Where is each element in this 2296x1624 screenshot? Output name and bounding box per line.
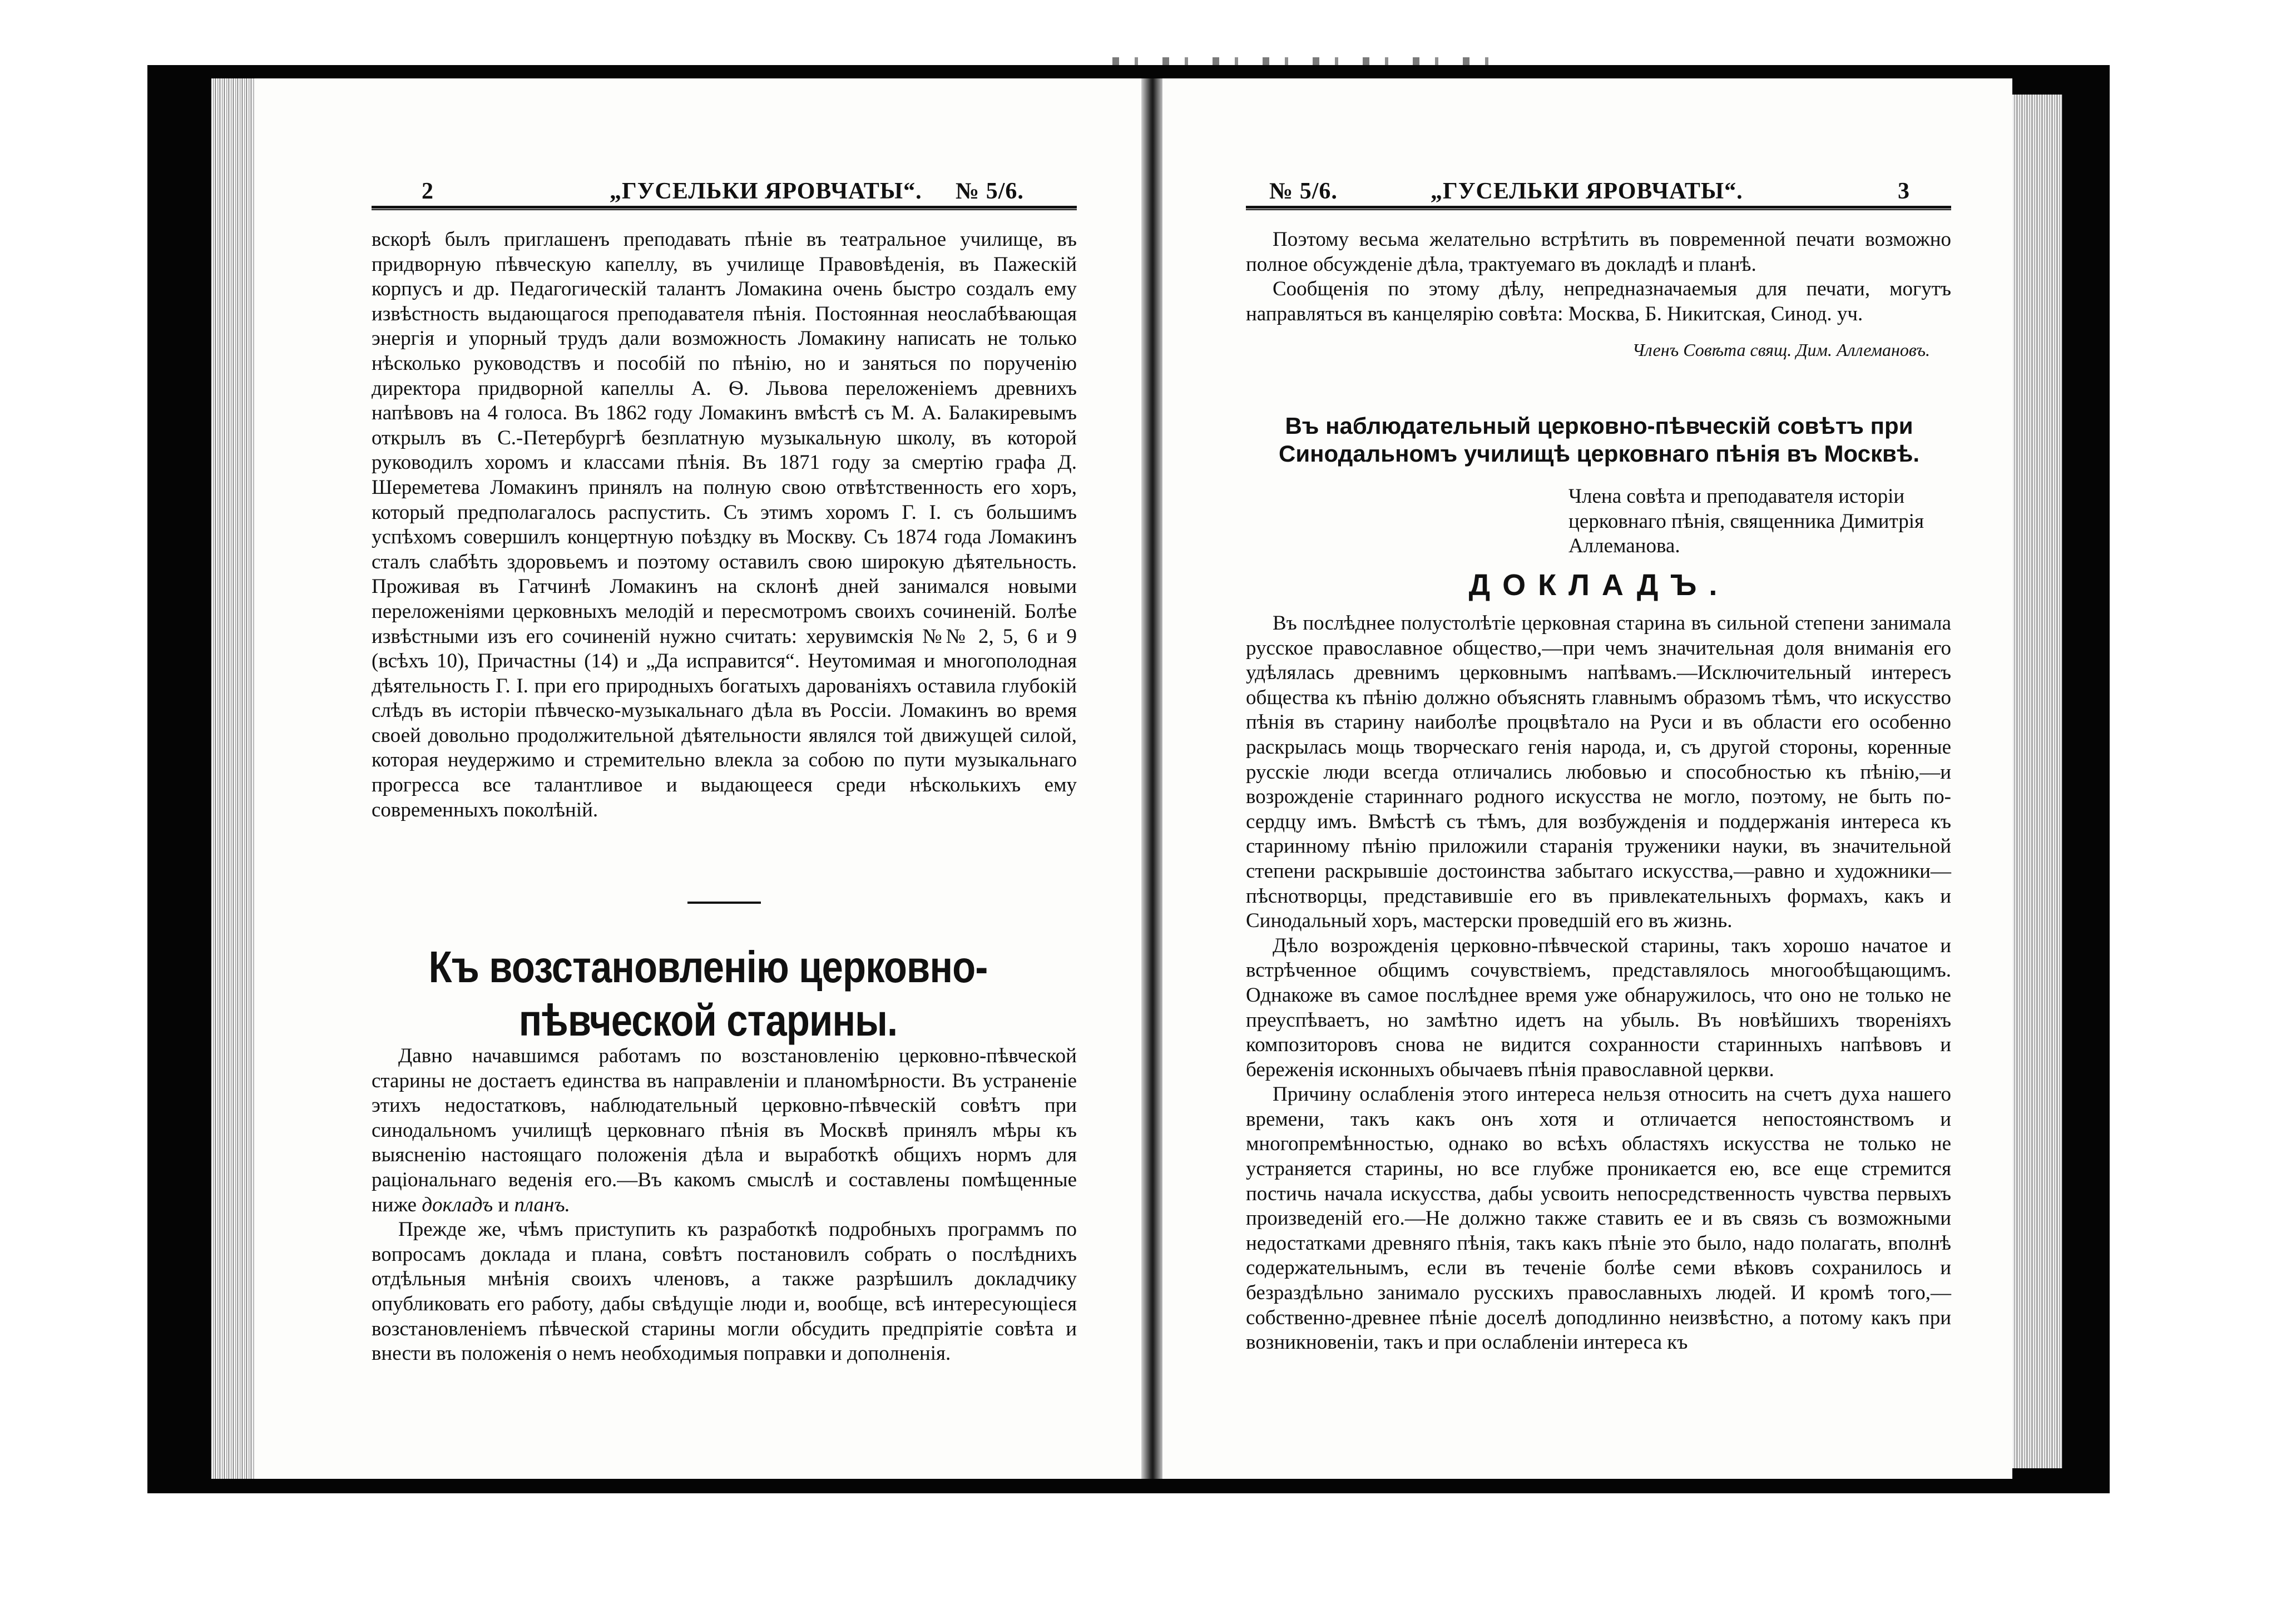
left-issue-number: № 5/6. xyxy=(956,179,1024,204)
left-page xyxy=(255,78,1141,1479)
report-body xyxy=(1246,611,1951,1355)
report-word: докладъ xyxy=(422,1193,493,1216)
right-running-title: „ГУСЕЛЬКИ ЯРОВЧАТЫ“. xyxy=(1431,179,1743,204)
plan-word: планъ. xyxy=(514,1193,570,1216)
byline: Члена совѣта и преподавателя исторіи церковнаго пѣнія, священника Димитрія Аллеманова. xyxy=(1568,485,1924,558)
left-running-head xyxy=(422,178,1106,206)
signature: Членъ Совѣта свящ. Дим. Аллемановъ. xyxy=(1632,340,1930,360)
left-head-rule xyxy=(372,206,1077,210)
left-page-edges xyxy=(211,78,255,1479)
article-title: Къ возстановленію церковно-пѣвческой старины. xyxy=(428,942,988,1045)
left-page-number: 2 xyxy=(422,179,434,204)
right-head-rule xyxy=(1246,206,1951,210)
report-heading: ДОКЛАДЪ. xyxy=(1468,568,1730,602)
left-intro-text xyxy=(372,227,1077,823)
article-paragraph-2: Прежде же, чѣмъ приступить къ разработкѣ подробныхъ программъ по вопросамъ доклада и плана, совѣтъ постановилъ собрать о послѣднихъ отдѣльныя мнѣнія своихъ членовъ, а также разрѣшилъ докладчику опубликовать его работу, дабы свѣдущіе люди и, вообще, всѣ интересующіеся возстановленіемъ пѣвческой старины могли обсудить предпріятіе совѣта и внести въ положенія о немъ необходимыя поправки и дополненія. xyxy=(372,1218,1077,1365)
right-paragraph-1: Поэтому весьма желательно встрѣтить въ повременной печати возможно полное обсужденіе дѣла, трактуемаго въ докладѣ и планѣ. xyxy=(1246,228,1951,276)
section-title: Въ наблюдательный церковно-пѣвческій совѣтъ при Синодальномъ училищѣ церковнаго пѣнія въ Москвѣ. xyxy=(1278,413,1920,467)
article-body xyxy=(372,1044,1077,1366)
right-page xyxy=(1162,78,2012,1479)
right-paragraph-2: Сообщенія по этому дѣлу, непредназначаемыя для печати, могутъ направляться въ канцелярію совѣта: Москва, Б. Никитская, Синод. уч. xyxy=(1246,278,1951,325)
scan-noise xyxy=(1112,57,1502,65)
right-intro-text xyxy=(1246,227,1951,326)
report-paragraph-1: Въ послѣднее полустолѣтіе церковная старина въ сильной степени занимала русское православное общество,—при чемъ значительная доля вниманія его удѣлялась древнимъ церковнымъ напѣвамъ.—Исключительный интересъ общества къ пѣнію должно объяснять главнымъ образомъ тѣмъ, что искусство пѣнія въ старину наиболѣе процвѣтало на Руси и въ области его особенно раскрылась мощь творческаго генія народа, и, съ другой стороны, коренные русскіе люди всегда отличались любовью и способностью къ пѣнію,—и возрожденіе стариннаго родного искусства не могло, поэтому, не быть по-сердцу имъ. Вмѣстѣ съ тѣмъ, для возбужденія и поддержанія интереса къ старинному пѣнію приложили старанія труженики науки, въ значительной степени раскрывшіе достоинства забытаго искусства,—равно и художники—пѣснотворцы, представившіе его въ привлекательныхъ формахъ, какъ и Синодальный хоръ, мастерски проведшій его въ жизнь. xyxy=(1246,612,1951,933)
section-divider xyxy=(687,902,761,904)
report-paragraph-3: Причину ослабленія этого интереса нельзя относить на счетъ духа нашего времени, такъ какъ онъ хотя и отличается непостоянствомъ и многопремѣнностью, однако во всѣхъ областяхъ искусства не только не устраняется старины, но все глубже проникается ею, все еще стремится постичь начала искусства, дабы усвоить непосредственность чувства первыхъ произведеній его.—Не должно также ставить ее и въ связь съ возможными недостатками древняго пѣнія, такъ какъ пѣніе это было, надо полагать, вполнѣ содержательнымъ, если въ теченіе болѣе семи вѣковъ сохранилось и безраздѣльно занимало русскихъ православныхъ людей. И кромѣ того,—собственно-древнее пѣніе доселѣ доподлинно неизвѣстно, а потому какъ при возникновеніи, такъ и при ослабленіи интереса къ xyxy=(1246,1083,1951,1354)
right-issue-number: № 5/6. xyxy=(1269,179,1338,204)
report-paragraph-2: Дѣло возрожденія церковно-пѣвческой старины, такъ хорошо начатое и встрѣченное общимъ сочувствіемъ, представлялось многообѣщающимъ. Однакоже въ самое послѣднее время уже обнаружилось, что оно не только не преуспѣваетъ, но замѣтно идетъ на убыль. Въ новѣйшихъ твореніяхъ композиторовъ снова не видится сохранности старинныхъ напѣвовъ и береженія исконныхъ обычаевъ пѣнія православной церкви. xyxy=(1246,934,1951,1081)
right-page-number: 3 xyxy=(1898,179,1910,204)
book-spine xyxy=(1141,78,1162,1479)
left-intro-paragraph: вскорѣ былъ приглашенъ преподавать пѣніе въ театральное училище, въ придворную пѣвческую капеллу, въ училище Правовѣденія, въ Пажескій корпусъ и др. Педагогическій талантъ Ломакина очень быстро создалъ ему извѣстность выдающагося преподавателя пѣнія. Постоянная неослабѣвающая энергія и упорный трудъ дали возможность Ломакину написать не только нѣсколько руководствъ и пособій по пѣнію, но и заняться по порученію директора придворной капеллы А. Ѳ. Львова переложеніемъ древнихъ напѣвовъ на 4 голоса. Въ 1862 году Ломакинъ вмѣстѣ съ М. А. Балакиревымъ открылъ въ С.-Петербургѣ безплатную музыкальную школу, въ которой руководилъ хоромъ и классами пѣнія. Въ 1871 году за смертію графа Д. Шереметева Ломакинъ принялъ на полную свою отвѣтственность его хоръ, который предполагалось распустить. Съ этимъ хоромъ Г. I. съ большимъ успѣхомъ совершилъ концертную поѣздку въ Москву. Съ 1874 года Ломакинъ сталъ слабѣть здоровьемъ и поэтому оставилъ свою широкую дѣятельность. Проживая въ Гатчинѣ Ломакинъ на склонѣ дней занимался новыми переложеніями церковныхъ мелодій и пересмотромъ своихъ сочиненій. Болѣе извѣстными изъ его сочиненій нужно считать: херувимскія №№ 2, 5, 6 и 9 (всѣхъ 10), Причастны (14) и „Да исправится“. Неутомимая и многополодная дѣятельность Г. I. при его природныхъ богатыхъ дарованіяхъ оставила глубокій слѣдъ въ исторіи пѣвческо-музыкальнаго дѣла въ Россіи. Ломакинъ во время своей довольно продолжительной дѣятельности являлся той движущей силой, которая неудержимо и стремительно влекла за собою по пути музыкальнаго прогресса все талантливое и выдающееся среди нѣсколькихъ ему современныхъ поколѣній. xyxy=(372,228,1077,821)
right-running-head xyxy=(1269,178,1948,206)
right-page-edges xyxy=(2012,95,2062,1468)
article-paragraph-1: Давно начавшимся работамъ по возстановленію церковно-пѣвческой старины не достаетъ единства въ направленіи и планомѣрности. Въ устраненіе этихъ недостатковъ, наблюдательный церковно-пѣвческій совѣтъ при синодальномъ училищѣ церковнаго пѣнія въ Москвѣ принялъ мѣры къ выясненію настоящаго положенія дѣла и выработкѣ общихъ нормъ для раціональнаго веденія его.—Въ какомъ смыслѣ и составлены помѣщенные ниже докладъ и планъ. xyxy=(372,1044,1077,1216)
left-running-title: „ГУСЕЛЬКИ ЯРОВЧАТЫ“. xyxy=(610,179,922,204)
